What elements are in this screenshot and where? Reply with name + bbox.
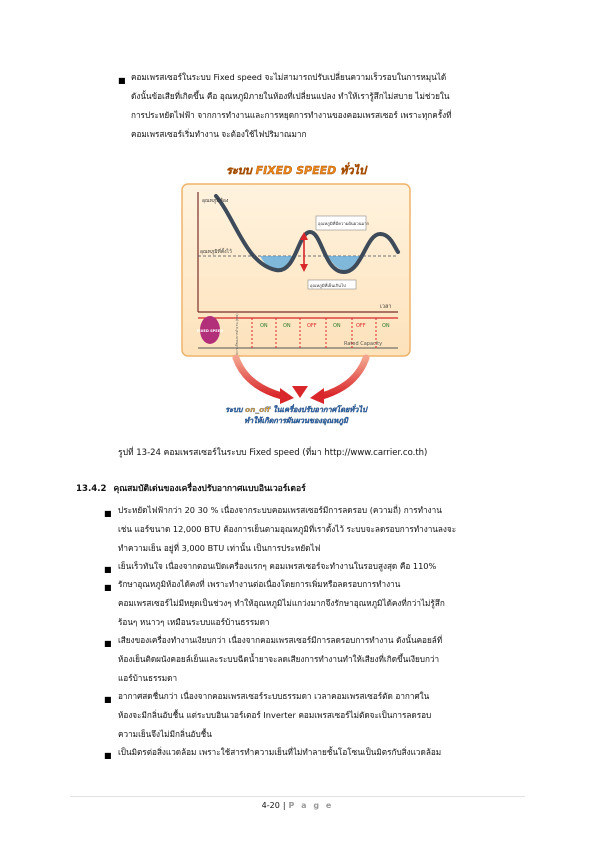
text-line: เย็นเร็วทันใจ เนื่องจากตอนเปิดเครื่องแรกๆ คอมเพรสเซอร์จะทำงานในรอบสูงสุด คือ 110% [118,561,437,571]
onoff-label: ON [283,323,291,329]
text-line: คอมเพรสเซอร์เริ่มทำงาน จะต้องใช้ไฟปริมาณมาก [131,129,307,139]
fixed-speed-diagram [176,160,416,432]
onoff-label: OFF [356,323,366,329]
text-line: อากาศสดชื่นกว่า เนื่องจากคอมเพรสเซอร์ระบบธรรมดา เวลาคอมเพรสเซอร์ตัด อากาศใน [118,691,430,701]
onoff-label: OFF [307,323,317,329]
section-title: คุณสมบัติเด่นของเครื่องปรับอากาศแบบอินเวอร์เตอร์ [113,484,306,494]
label-rated-capacity: Rated Capacity [344,341,383,347]
label-frequency: ความถี่ของการทำงาน (rps) [235,313,239,355]
text-line: เช่น แอร์ขนาด 12,000 BTU ต้องการเย็นตามอุณหภูมิที่เราตั้งไว้ ระบบจะลดรอบการทำงานลงจะ [118,524,457,534]
text-line: ห้องเย็นติดผนังคอยล์เย็นและระบบฉีดน้ำยาจะลดเสียงการทำงานทำให้เสียงที่เกิดขึ้นเงียบกว่า [118,654,440,664]
banner-line-1: ระบบ on_off ในเครื่องปรับอากาศโดยทั่วไป [225,405,367,414]
bullet-marker: ■ [104,565,112,574]
label-fixed-speed: FIXED SPEED [196,329,224,333]
diagram-title: ระบบ FIXED SPEED ทั่วไป [225,164,367,177]
text-line: ประหยัดไฟฟ้ากว่า 20 30 % เนื่องจากระบบคอมเพรสเซอร์มีการลดรอบ (ความถี่) การทำงาน [118,505,442,515]
page-footer [0,801,595,810]
bullet-marker: ■ [104,751,112,760]
label-time: เวลา [380,304,392,310]
text-line: การประหยัดไฟฟ้า จากการทำงานและการหยุดการทำงานของคอมเพรสเซอร์ เพราะทุกครั้งที่ [131,110,452,120]
footer-separator: | [282,801,286,810]
list-item [118,575,532,632]
list-item [118,501,532,558]
text-line: ทำความเย็น อยู่ที่ 3,000 BTU เท่านั้น เป็นการประหยัดไฟ [118,543,321,553]
text-line: คอมเพรสเซอร์ในระบบ Fixed speed จะไม่สามารถปรับเปลี่ยนความเร็วรอบในการหมุนได้ [131,72,447,82]
text-line: แอร์บ้านธรรมดา [118,673,178,683]
onoff-label: ON [382,323,390,329]
bullet-marker: ■ [104,583,112,592]
list-item [118,687,532,744]
bullet-marker: ■ [104,695,112,704]
label-high-fluctuation: อุณหภูมิที่มีความผันผวนมาก [318,221,370,226]
text-line: ความเย็นจึงไม่มีกลิ่นอับชื้น [118,729,212,739]
figure-caption: รูปที่ 13-24 คอมเพรสเซอร์ในระบบ Fixed speed (ที่มา http://www.carrier.co.th) [118,448,428,458]
label-room-temp: อุณหภูมิห้อง [202,198,229,204]
text-line: ดังนั้นข้อเสียที่เกิดขึ้น คือ อุณหภูมิภายในห้องที่เปลี่ยนแปลง ทำให้เรารู้สึกไม่สบาย ไม่ช่วยใน [131,91,450,101]
list-item [118,631,532,688]
list-item [118,557,532,576]
bullet-marker: ■ [118,76,126,85]
text-line: คอมเพรสเซอร์ไม่มีหยุดเป็นช่วงๆ ทำให้อุณหภูมิไม่แกว่งมากจึงรักษาอุณหภูมิได้คงที่กว่าไม่รู้สึก [118,598,445,608]
text-line: เป็นมิตรต่อสิ่งแวดล้อม เพราะใช้สารทำความเย็นที่ไม่ทำลายชั้นโอโซนเป็นมิตรกับสิ่งแวดล้อม [118,747,442,757]
banner-line-2: ทำให้เกิดการผันผวนของอุณหภูมิ [244,416,348,425]
text-line: ร้อนๆ หนาวๆ เหมือนระบบแอร์บ้านธรรมดา [118,617,270,627]
text-line: ห้องจะมีกลิ่นอับชื้น แต่ระบบอินเวอร์เตอร์ Inverter คอมเพรสเซอร์ไม่ตัดจะเป็นการลดรอบ [118,710,432,720]
onoff-label: ON [260,323,268,329]
text-line: รักษาอุณหภูมิห้องได้คงที่ เพราะทำงานต่อเนื่องโดยการเพิ่มหรือลดรอบการทำงาน [118,579,401,589]
bullet-marker: ■ [104,639,112,648]
text-line: เสียงของเครื่องทำงานเงียบกว่า เนื่องจากคอมเพรสเซอร์มีการลดรอบการทำงาน ดังนั้นคอยล์ที่ [118,635,443,645]
list-item [118,743,532,762]
onoff-label: ON [333,323,341,329]
label-set-temp: อุณหภูมิที่ตั้งไว้ [200,249,232,255]
label-too-cold: อุณหภูมิที่เย็นเกินไป [310,283,346,288]
page-word: P a g e [288,801,334,810]
bullet-marker: ■ [104,509,112,518]
section-number: 13.4.2 [76,484,107,494]
page-number: 4-20 [261,801,280,810]
section-heading [76,481,306,495]
footer-divider [70,796,525,797]
top-bullet-paragraph [131,68,531,144]
